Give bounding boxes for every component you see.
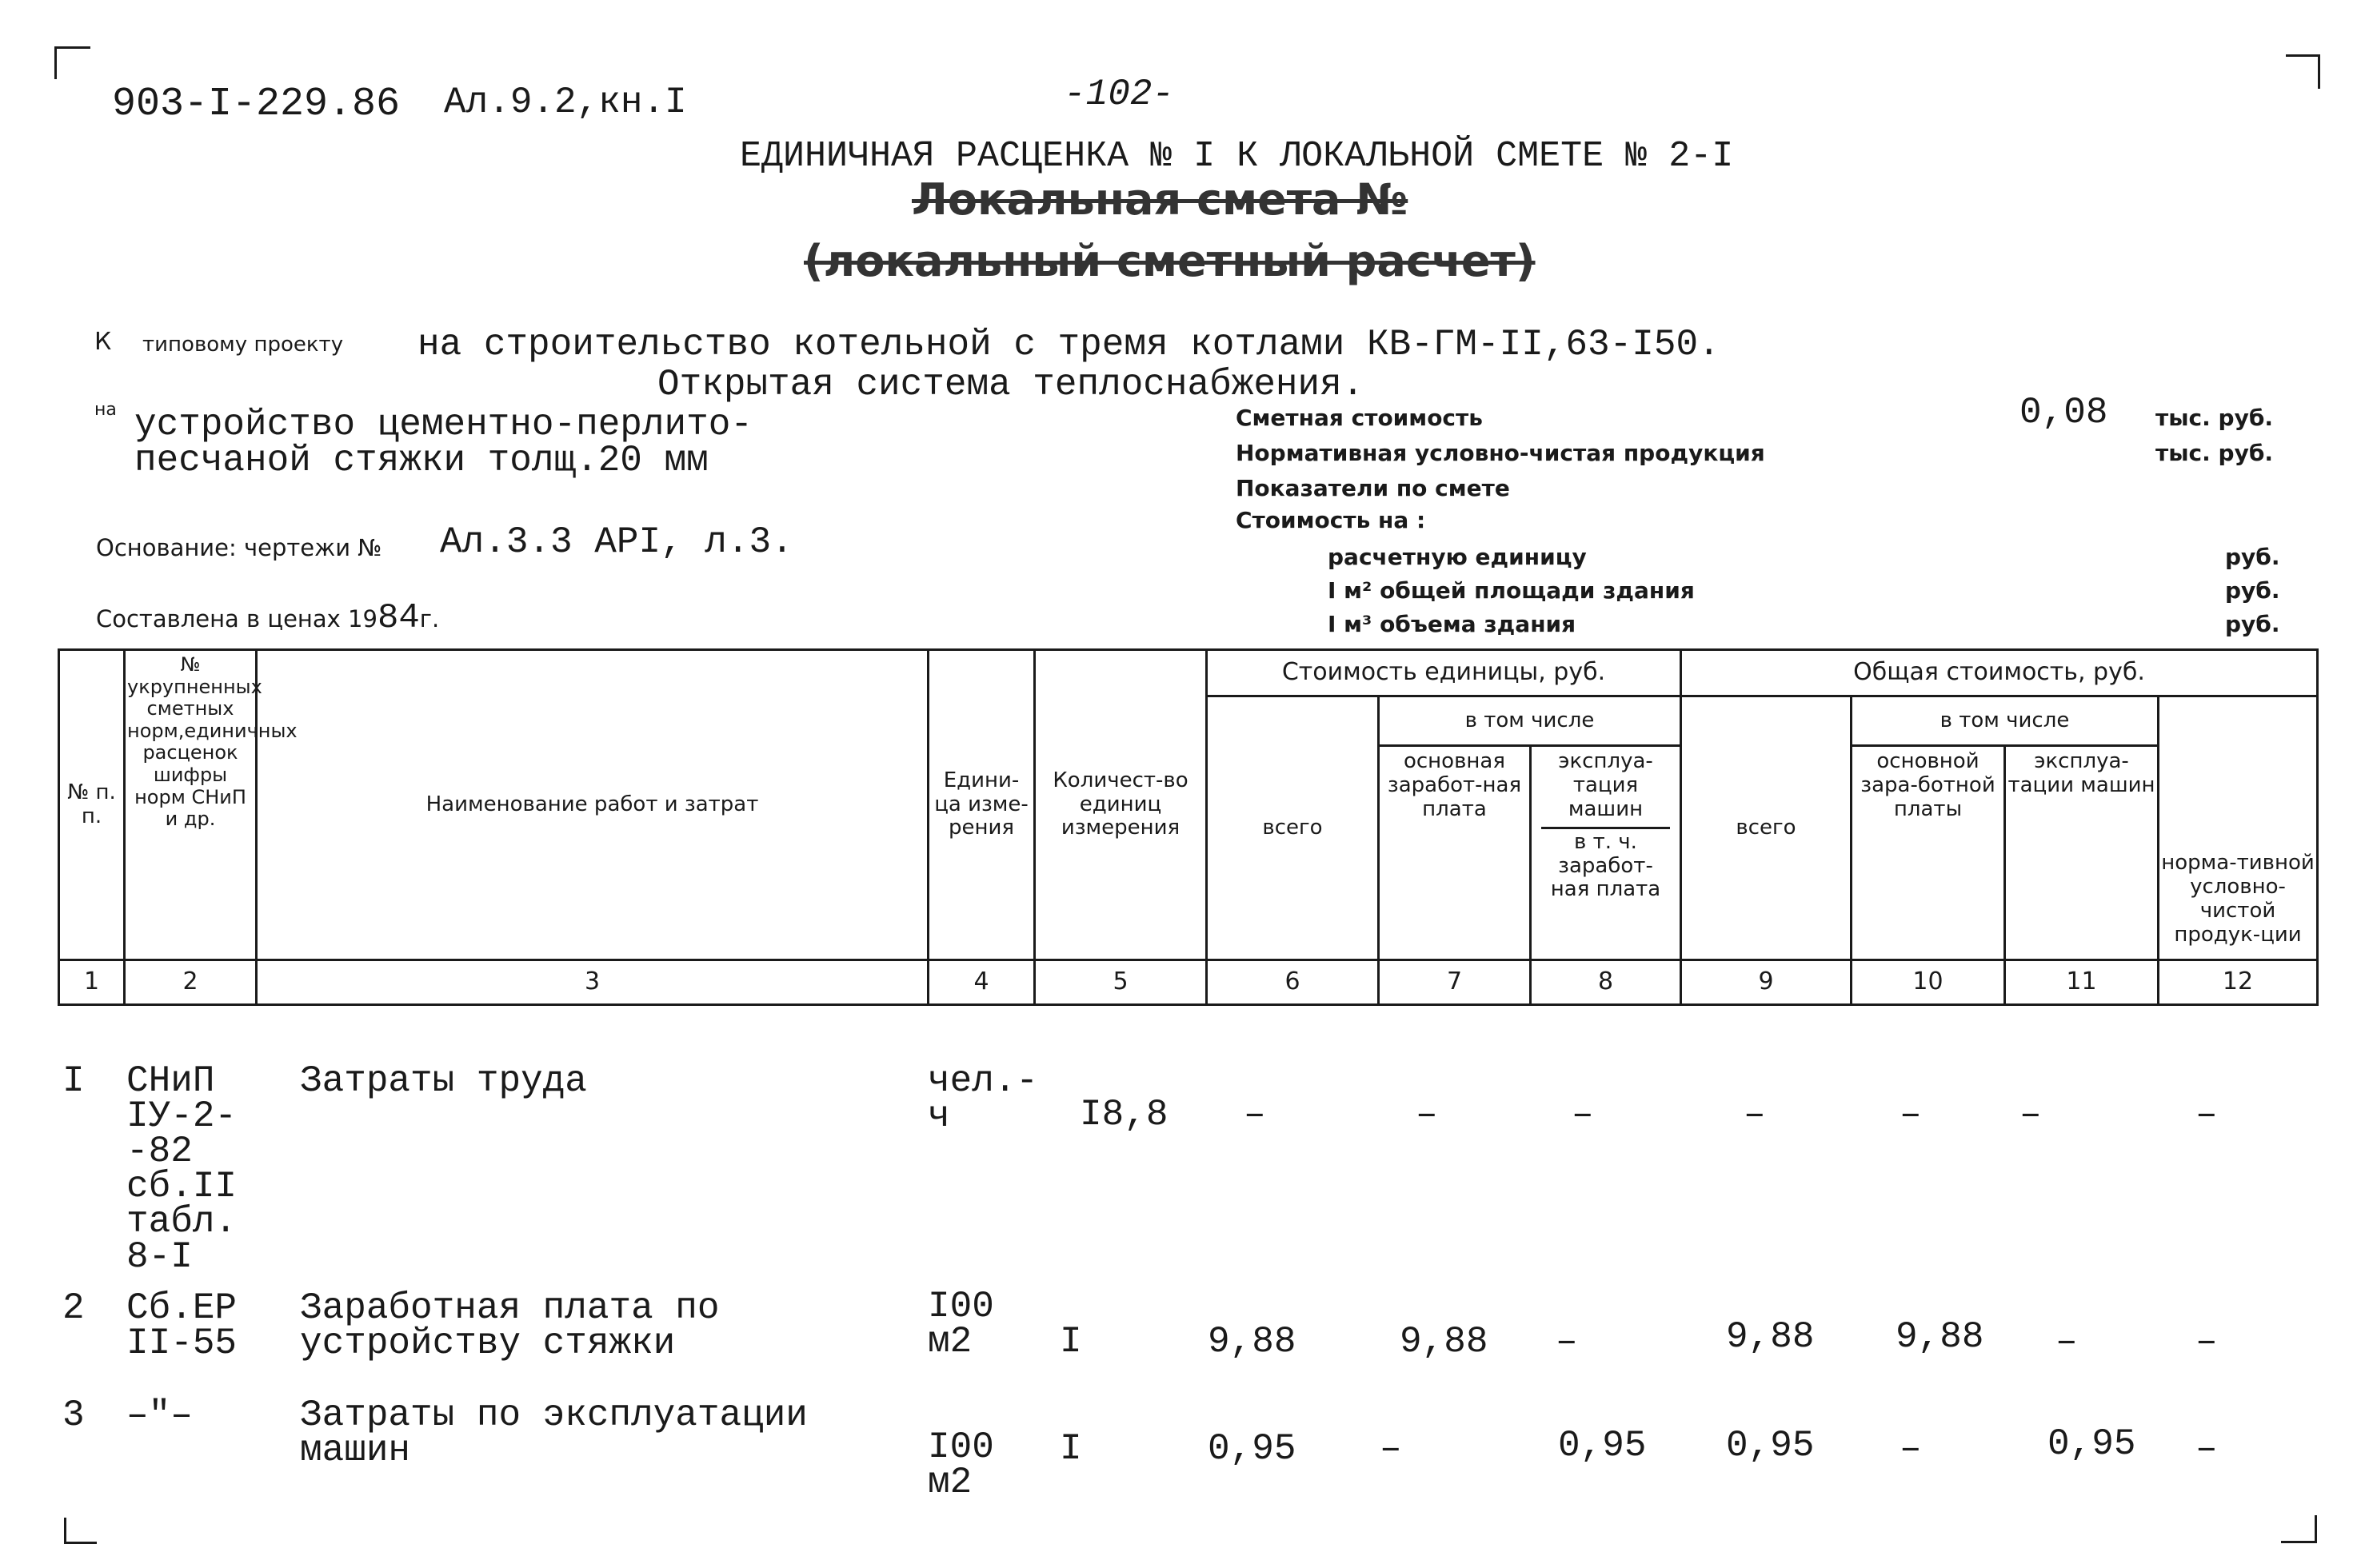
col-number: 3 — [257, 960, 929, 1005]
row-total-machine-operation: – — [2055, 1321, 2078, 1363]
col-header-normative-output: норма-тивной условно-чистой продук-ции — [2159, 696, 2318, 960]
col-number: 12 — [2159, 960, 2318, 1005]
prices-year-prefix: Составлена в ценах 19 — [96, 605, 378, 632]
per-m3-label: I м³ объема здания — [1328, 611, 1576, 637]
row-total: 9,88 — [1726, 1316, 1815, 1358]
col-header-norm-code: № укрупненных сметных норм,единичных расценок шифры норм СНиП и др. — [125, 650, 257, 960]
row-unit: I00 м2 — [928, 1426, 994, 1503]
row-number: 2 — [62, 1287, 85, 1329]
col-header-total-machine-operation: эксплуа-тации машин — [2005, 746, 2159, 960]
normative-output-unit: тыс. руб. — [2155, 440, 2274, 466]
per-unit-unit: руб. — [2225, 544, 2280, 570]
row-work-name: Затраты труда — [300, 1060, 587, 1102]
struck-title-local-calculation: (локальный сметный расчет) — [804, 236, 1536, 286]
col-header-total-base-salary: основной зара-ботной платы — [1852, 746, 2005, 960]
col-group-total-cost: Общая стоимость, руб. — [1681, 650, 2318, 696]
basis-label: Основание: чертежи № — [96, 534, 382, 561]
row-unit-total: – — [1244, 1094, 1266, 1135]
col-number: 5 — [1035, 960, 1207, 1005]
row-total: 0,95 — [1726, 1425, 1815, 1466]
row-unit: I00 м2 — [928, 1286, 994, 1363]
na-label: на — [94, 400, 117, 420]
work-description-line1: устройство цементно-перлито- — [134, 404, 753, 445]
project-code: 903-I-229.86 — [112, 82, 401, 127]
row-total: – — [1744, 1094, 1766, 1135]
basis-drawing-reference: Ал.3.3 API, л.3. — [440, 521, 793, 563]
estimated-cost-unit: тыс. руб. — [2155, 405, 2274, 431]
k-label: К — [94, 328, 112, 356]
cost-per-label: Стоимость на : — [1236, 507, 1426, 533]
col-subgroup-unit-including: в том числе — [1379, 696, 1681, 746]
row-number: 3 — [62, 1394, 85, 1436]
col-header-total: всего — [1681, 696, 1852, 960]
col-header-unit-machine-operation — [1531, 746, 1681, 960]
document-title: ЕДИНИЧНАЯ РАСЦЕНКА № I К ЛОКАЛЬНОЙ СМЕТЕ № 2-I — [740, 136, 1734, 177]
page-number: -102- — [1064, 74, 1175, 115]
per-unit-label: расчетную единицу — [1328, 544, 1587, 570]
row-quantity: I8,8 — [1080, 1094, 1169, 1135]
corner-mark-bottom-left — [64, 1518, 97, 1544]
indicators-label: Показатели по смете — [1236, 475, 1510, 501]
row-unit-base-salary: – — [1416, 1094, 1438, 1135]
machine-operation-salary-label: в т. ч. заработ-ная плата — [1541, 827, 1670, 903]
estimated-cost-label: Сметная стоимость — [1236, 405, 1483, 431]
col-header-unit: Едини-ца изме-рения — [929, 650, 1035, 960]
row-unit-total: 0,95 — [1208, 1428, 1296, 1470]
col-number: 8 — [1531, 960, 1681, 1005]
col-number: 9 — [1681, 960, 1852, 1005]
col-header-work-name: Наименование работ и затрат — [257, 650, 929, 960]
prices-year-label — [96, 598, 439, 638]
col-header-unit-total: всего — [1207, 696, 1379, 960]
prices-year-suffix: г. — [419, 605, 440, 632]
row-unit-machine-operation: – — [1556, 1321, 1578, 1363]
row-unit-base-salary: – — [1380, 1428, 1402, 1470]
col-number: 4 — [929, 960, 1035, 1005]
prices-year-value: 84 — [377, 598, 420, 638]
col-group-unit-cost: Стоимость единицы, руб. — [1207, 650, 1681, 696]
corner-mark-top-left — [54, 46, 90, 79]
col-number: 1 — [59, 960, 125, 1005]
row-normative-output: – — [2195, 1094, 2218, 1135]
corner-mark-top-right — [2286, 54, 2320, 89]
row-unit-machine-operation: 0,95 — [1558, 1425, 1647, 1466]
struck-title-local-estimate: Локальная смета № — [912, 174, 1408, 225]
row-number: I — [62, 1060, 85, 1102]
row-unit: чел.- ч — [928, 1060, 1039, 1137]
row-norm-code: СНиП IУ-2- -82 сб.II табл. 8-I — [126, 1060, 238, 1278]
col-header-unit-base-salary: основная заработ-ная плата — [1379, 746, 1531, 960]
row-quantity: I — [1060, 1321, 1082, 1363]
per-m3-unit: руб. — [2225, 611, 2280, 637]
row-norm-code: Сб.ЕР II-55 — [126, 1287, 238, 1364]
row-unit-base-salary: 9,88 — [1400, 1321, 1488, 1363]
col-header-quantity: Количест-во единиц измерения — [1035, 650, 1207, 960]
machine-operation-label: эксплуа-тация машин — [1558, 749, 1653, 821]
col-header-item-number: № п. п. — [59, 650, 125, 960]
col-number: 7 — [1379, 960, 1531, 1005]
row-total-machine-operation: – — [2019, 1094, 2042, 1135]
row-normative-output: – — [2195, 1321, 2218, 1363]
row-norm-code: –"– — [126, 1394, 193, 1436]
row-work-name: Затраты по эксплуатации машин — [300, 1394, 808, 1471]
typical-project-label: типовому проекту — [142, 333, 344, 357]
per-m2-unit: руб. — [2225, 577, 2280, 604]
estimated-cost-value: 0,08 — [2019, 392, 2108, 433]
project-description-line1: на строительство котельной с тремя котлами КВ-ГМ-II,63-I50. — [417, 324, 1720, 365]
col-number: 2 — [125, 960, 257, 1005]
col-number: 11 — [2005, 960, 2159, 1005]
col-number: 10 — [1852, 960, 2005, 1005]
row-unit-machine-operation: – — [1572, 1094, 1594, 1135]
row-unit-total: 9,88 — [1208, 1321, 1296, 1363]
row-quantity: I — [1060, 1428, 1082, 1470]
row-total-base-salary: – — [1900, 1094, 1922, 1135]
normative-output-label: Нормативная условно-чистая продукция — [1236, 440, 1765, 466]
row-normative-output: – — [2195, 1428, 2218, 1470]
row-work-name: Заработная плата по устройству стяжки — [300, 1287, 720, 1364]
estimate-table-header — [58, 648, 2319, 1006]
row-total-machine-operation: 0,95 — [2047, 1423, 2136, 1465]
project-description-line2: Открытая система теплоснабжения. — [657, 364, 1364, 405]
per-m2-label: I м² общей площади здания — [1328, 577, 1695, 604]
col-number: 6 — [1207, 960, 1379, 1005]
corner-mark-bottom-right — [2281, 1515, 2317, 1543]
work-description-line2: песчаной стяжки толщ.20 мм — [134, 440, 709, 481]
row-total-base-salary: 9,88 — [1896, 1316, 1984, 1358]
col-subgroup-total-including: в том числе — [1852, 696, 2159, 746]
row-total-base-salary: – — [1900, 1428, 1922, 1470]
album-reference: Ал.9.2,кн.I — [444, 82, 687, 123]
